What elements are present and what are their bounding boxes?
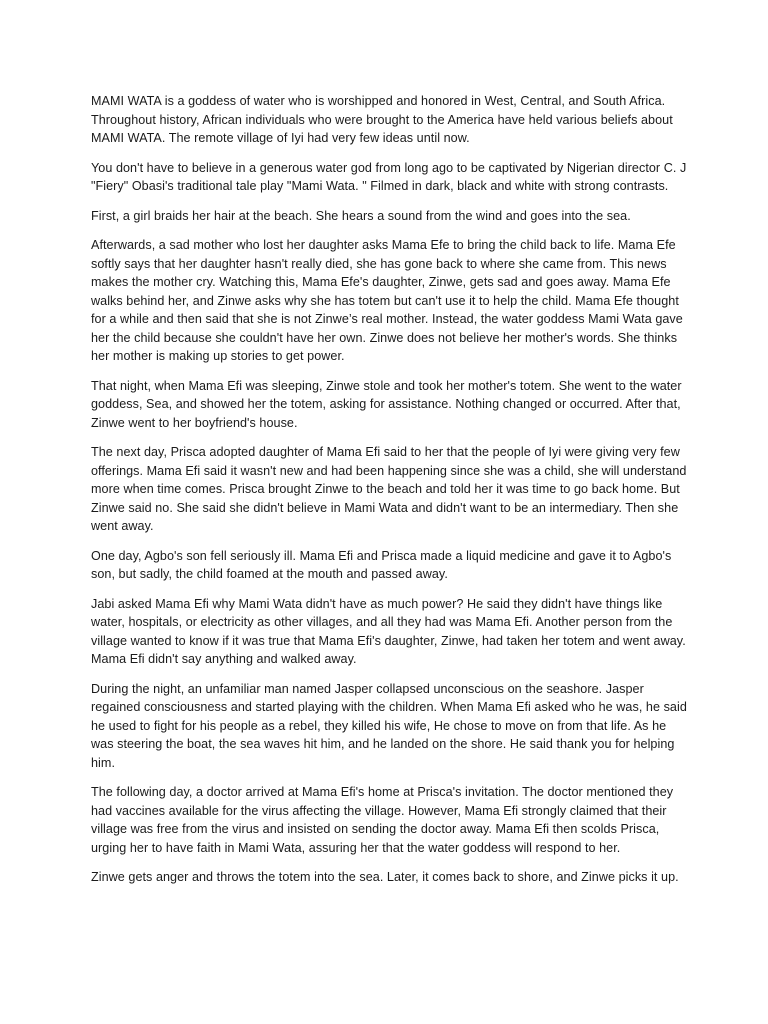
paragraph-zinwe-totem: Zinwe gets anger and throws the totem into the sea. Later, it comes back to shore, and Zinwe picks it up.: [91, 870, 679, 884]
paragraph-totem-night: That night, when Mama Efi was sleeping, Zinwe stole and took her mother's totem. She went to the water goddess, Sea, and showed her the totem, asking for assistance. Nothing changed or occurred. After that, Zinwe went to her boyfriend's house.: [91, 378, 682, 430]
paragraph-mama-efe: Afterwards, a sad mother who lost her daughter asks Mama Efe to bring the child back to life. Mama Efe softly says that her daughter hasn't really died, she has gone back to where she came from. This news makes the mother cry. Watching this, Mama Efe's daughter, Zinwe, gets sad and goes away. Mama Efe walks behind her, and Zinwe asks why she has totem but can't use it to help the child. Mama Efe thought for a while and then said that she is not Zinwe’s real mother. Instead, the water goddess Mami Wata gave her the child because she couldn't have her own. Zinwe does not believe her mother's words. She thinks her mother is making up stories to get power.: [91, 238, 683, 363]
paragraph-jasper: During the night, an unfamiliar man named Jasper collapsed unconscious on the seashore. Jasper regained consciousness and started playing with the children. When Mama Efi asked who he was, he said he used to fight for his people as a rebel, they killed his wife, He chose to move on from that life. As he was steering the boat, the sea waves hit him, and he landed on the shore. He said thank you for helping him.: [91, 681, 687, 770]
paragraph-director: You don't have to believe in a generous water god from long ago to be captivated by Nigerian director C. J "Fiery" Obasi's traditional tale play "Mami Wata. " Filmed in dark, black and white with strong contrasts.: [91, 160, 687, 193]
paragraph-next-day: The next day, Prisca adopted daughter of Mama Efi said to her that the people of Iyi were giving very few offerings. Mama Efi said it wasn't new and had been happening since she was a child, she will understand more when time comes. Prisca brought Zinwe to the beach and told her it was time to go back home. But Zinwe said no. She said she didn't believe in Mami Wata and didn't want to be an intermediary. Then she went away.: [91, 445, 687, 533]
paragraph-doctor: The following day, a doctor arrived at Mama Efi's home at Prisca's invitation. The doctor mentioned they had vaccines available for the virus affecting the village. However, Mama Efi strongly claimed that their village was free from the virus and insisted on sending the doctor away. Mama Efi then scolds Prisca, urging her to have faith in Mami Wata, assuring her that the water goddess will respond to her.: [91, 785, 674, 855]
paragraph-agbo-son: One day, Agbo's son fell seriously ill. Mama Efi and Prisca made a liquid medicine and gave it to Agbo's son, but sadly, the child foamed at the mouth and passed away.: [91, 548, 672, 581]
paragraph-jabi: Jabi asked Mama Efi why Mami Wata didn't have as much power? He said they didn't have things like water, hospitals, or electricity as other villages, and all they had was Mama Efi. Another person from the village wanted to know if it was true that Mama Efi's daughter, Zinwe, had taken her totem and went away. Mama Efi didn't say anything and walked away.: [91, 596, 686, 666]
paragraph-intro: MAMI WATA is a goddess of water who is worshipped and honored in West, Central, and South Africa. Throughout history, African individuals who were brought to the America have held various beliefs about MAMI WATA. The remote village of Iyi had very few ideas until now.: [91, 94, 673, 145]
paragraph-beach: First, a girl braids her hair at the beach. She hears a sound from the wind and goes into the sea.: [91, 208, 631, 223]
document-body: [91, 92, 691, 898]
